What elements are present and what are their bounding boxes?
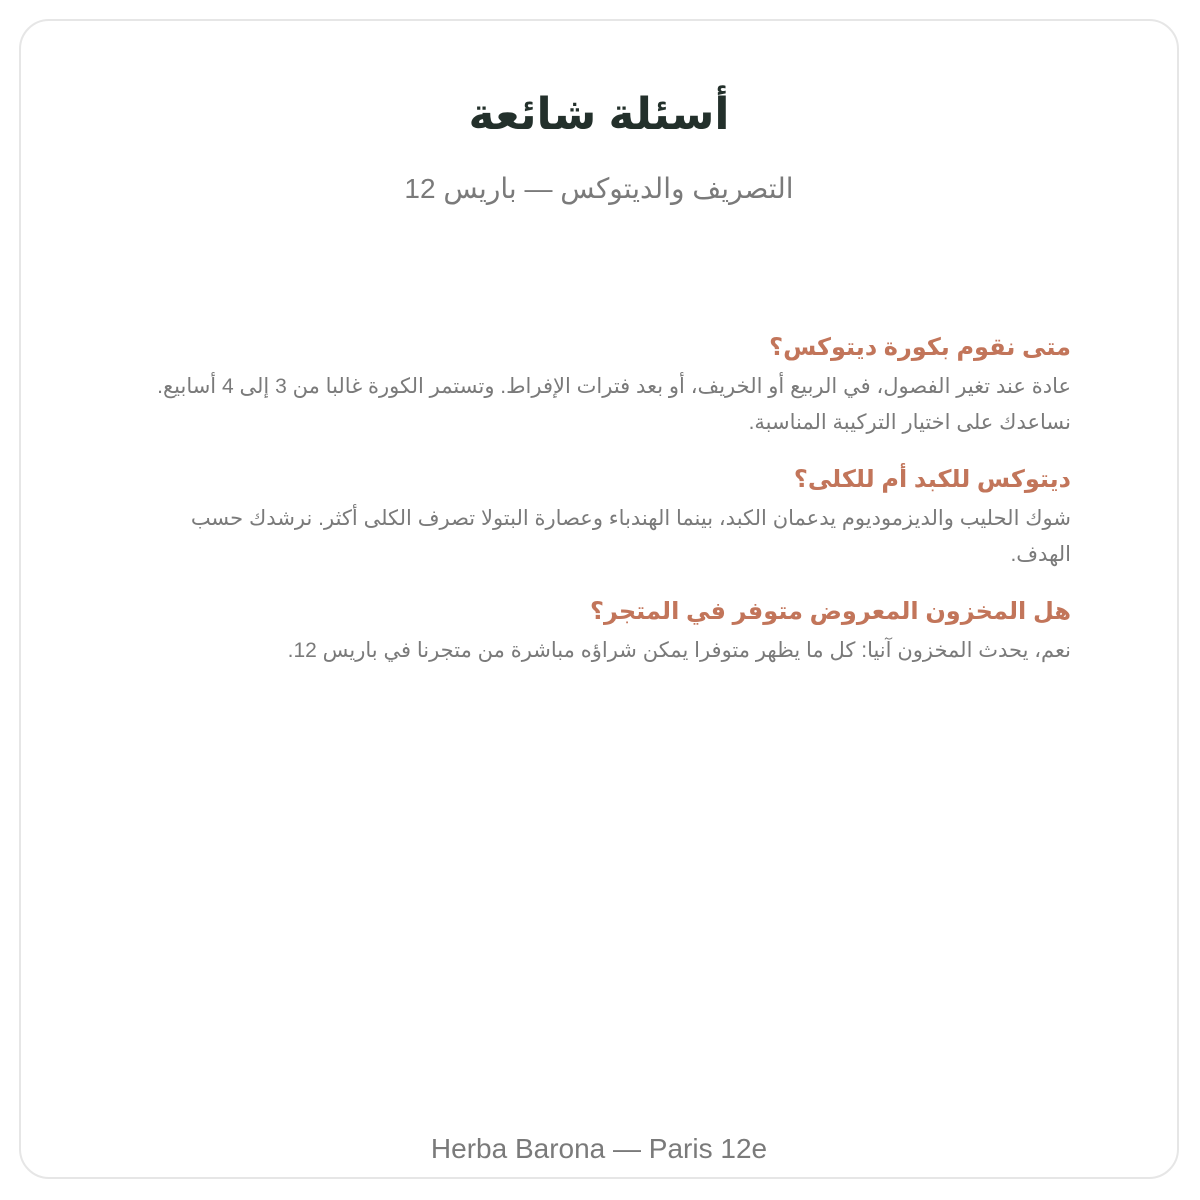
faq-question: متى نقوم بكورة ديتوكس؟ <box>769 334 1071 361</box>
faq-item <box>131 595 1071 669</box>
page-subtitle: التصريف والديتوكس — باريس 12 <box>404 173 794 204</box>
faq-answer: عادة عند تغير الفصول، في الربيع أو الخريف، أو بعد فترات الإفراط. وتستمر الكورة غالبا من 3 إلى 4 أسابيع. نساعدك على اختيار التركيبة المناسبة. <box>157 375 1071 434</box>
faq-item <box>131 331 1071 441</box>
faq-answer: شوك الحليب والديزموديوم يدعمان الكبد، بينما الهندباء وعصارة البتولا تصرف الكلى أكثر. نرشدك حسب الهدف. <box>190 507 1071 566</box>
faq-item <box>131 463 1071 573</box>
page-title: أسئلة شائعة <box>468 90 730 139</box>
faq-answer: نعم، يحدث المخزون آنيا: كل ما يظهر متوفرا يمكن شراؤه مباشرة من متجرنا في باريس 12. <box>287 639 1071 662</box>
faq-card <box>19 19 1179 1179</box>
faq-question: ديتوكس للكبد أم للكلى؟ <box>793 466 1071 493</box>
faq-question: هل المخزون المعروض متوفر في المتجر؟ <box>590 598 1071 625</box>
footer-brand: Herba Barona — Paris 12e <box>430 1133 768 1164</box>
faq-list <box>131 331 1071 691</box>
